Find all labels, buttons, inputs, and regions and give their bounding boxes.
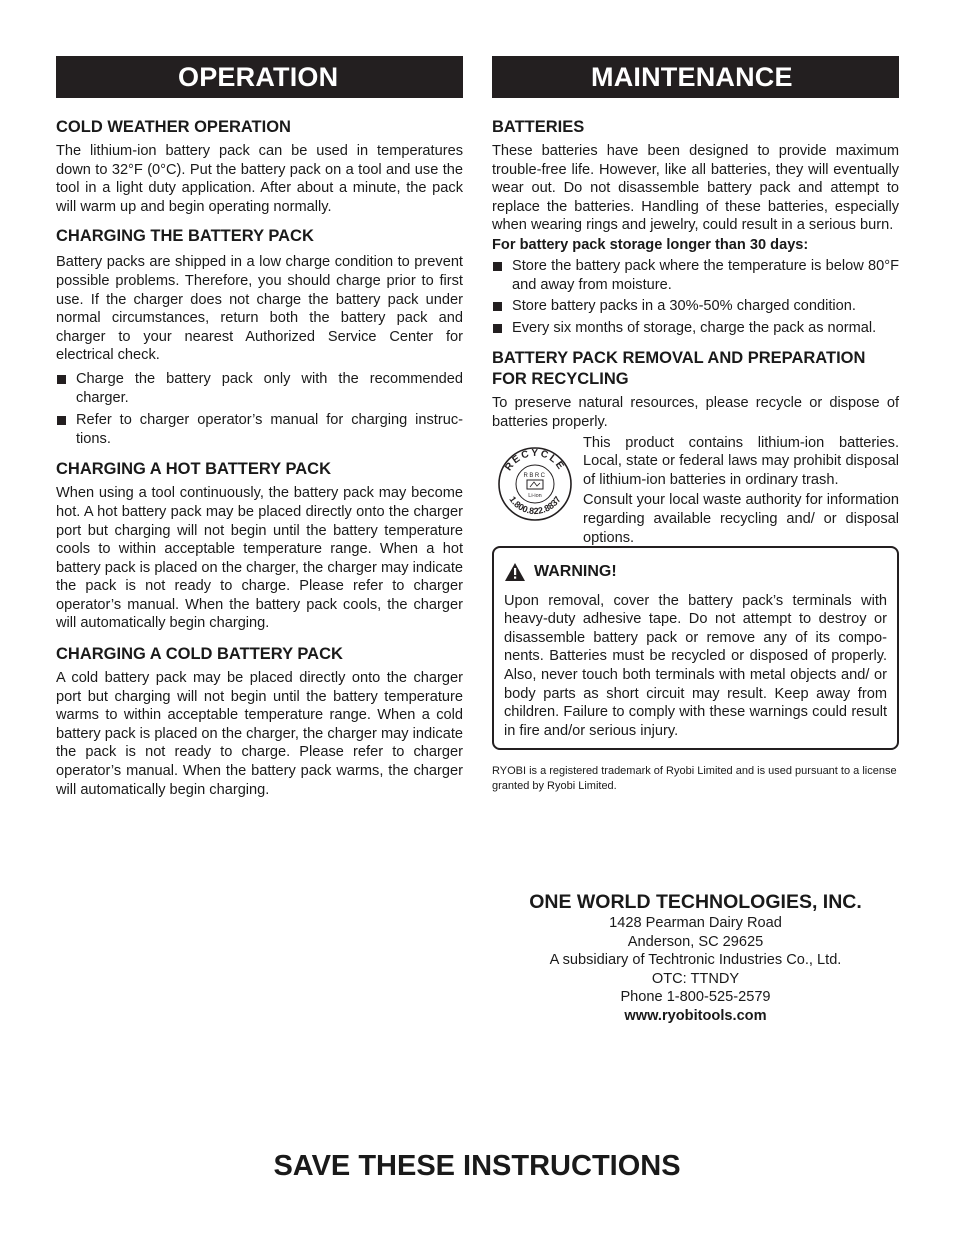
batteries-body: These batteries have been designed to provide maximum trouble-free life. However, like all batteries, they will eventually wear out. Do not disassemble battery pack and attempt to replace the batteries. Handling of these batteries, especially when wearing rings and jewelry, could result in a serious burn.: [492, 143, 899, 234]
storage-bullets: [492, 257, 899, 337]
hot-pack-body: When using a tool continuously, the battery pack may become hot. A hot battery pack may be placed directly onto the charger port but charging will not begin until the battery temperature cools to within acceptable temperature range. When a hot battery pack is placed on the charger, the charger may indicate the pack is not ready to charge. Please refer to charger operator’s manual. When the battery pack cools, the charger will automatically begin charging.: [56, 485, 463, 632]
rbrc-recycle-seal-icon: [497, 446, 573, 522]
list-item: Store the battery pack where the temperature is below 80°F and away from moisture.: [492, 257, 899, 294]
operation-column: [56, 56, 463, 799]
save-instructions-title: SAVE THESE INSTRUCTIONS: [273, 1150, 681, 1182]
warning-body: Upon removal, cover the battery pack’s terminals with heavy-duty adhesive tape. Do not attempt to destroy or disassemble battery pack or remove any of its compo-nents. Batteries must be recycled or disposed of properly. Also, never touch both terminals with metal objects and/ or body parts as short circuit may result. Keep away from children. Failure to comply with these warnings could result in fire and/or serious injury.: [504, 592, 887, 739]
hot-pack-heading: CHARGING A HOT BATTERY PACK: [56, 460, 331, 479]
bullet-square-icon: [493, 324, 502, 333]
seal-phone-text: 1.800.822.8837: [507, 494, 563, 516]
charging-pack-heading: CHARGING THE BATTERY PACK: [56, 227, 314, 246]
seal-top-text: RECYCLE: [503, 447, 567, 473]
cold-pack-heading: CHARGING A COLD BATTERY PACK: [56, 645, 343, 664]
company-address-2: Anderson, SC 29625: [627, 933, 764, 950]
list-item: Refer to charger operator’s manual for charging instruc-tions.: [56, 411, 463, 448]
cold-weather-body: The lithium-ion battery pack can be used in temperatures down to 32°F (0°C). Put the battery pack on a tool and use the tool in a light duty application. After about a minute, the pack will warm up and begin operating normally.: [56, 143, 463, 215]
company-name: ONE WORLD TECHNOLOGIES, INC.: [529, 891, 862, 913]
bullet-square-icon: [493, 262, 502, 271]
warning-title: WARNING!: [534, 562, 617, 580]
list-item: Store battery packs in a 30%-50% charged condition.: [492, 297, 899, 316]
recycling-heading: BATTERY PACK REMOVAL AND PREPARATION FOR RECYCLING: [492, 349, 866, 389]
maintenance-banner: MAINTENANCE: [492, 56, 899, 98]
recycling-intro: To preserve natural resources, please recycle or dispose of batteries properly.: [492, 395, 899, 430]
charging-pack-bullets: [56, 370, 463, 448]
cold-weather-heading: COLD WEATHER OPERATION: [56, 118, 291, 136]
seal-chem-text: Li-ion: [528, 492, 542, 499]
company-website-link[interactable]: www.ryobitools.com: [624, 1007, 767, 1024]
company-phone: Phone 1-800-525-2579: [620, 989, 771, 1006]
warning-triangle-icon: [504, 562, 526, 582]
svg-text:RECYCLE: [503, 447, 567, 472]
company-info: [492, 890, 899, 1026]
charging-pack-body: Battery packs are shipped in a low charge condition to prevent possible problems. Therefore, you should charge prior to first use. If the charger does not charge the battery pack under normal circumstances, return both the battery pack and charger to your nearest Authorized Service Center for electrical check.: [56, 254, 463, 364]
seal-org-text: RBRC: [523, 472, 547, 479]
bullet-square-icon: [493, 302, 502, 311]
batteries-heading: BATTERIES: [492, 118, 585, 136]
trademark-note: RYOBI is a registered trademark of Ryobi Limited and is used pursuant to a license granted by Ryobi Limited.: [492, 765, 897, 793]
list-item: Charge the battery pack only with the recommended charger.: [56, 370, 463, 407]
company-address-1: 1428 Pearman Dairy Road: [609, 915, 782, 931]
warning-header: [504, 562, 887, 582]
bullet-square-icon: [57, 375, 66, 384]
cold-pack-body: A cold battery pack may be placed directly onto the charger port but charging will not begin until the battery temperature warms to within acceptable temperature range. When a cold battery pack is placed on the charger, the charger may indicate the pack is not ready to charge. Please refer to charger operator’s manual. When the battery pack warms, the charger will automatically begin charging.: [56, 670, 463, 798]
bullet-square-icon: [57, 416, 66, 425]
recycle-text-2: Consult your local waste authority for information regarding available recycling and/ or disposal options.: [583, 492, 899, 546]
recycle-block: [492, 434, 899, 546]
company-subsidiary: A subsidiary of Techtronic Industries Co., Ltd.: [549, 952, 842, 969]
operation-banner: OPERATION: [56, 56, 463, 98]
company-otc: OTC: TTNDY: [651, 970, 740, 987]
recycle-text: [583, 434, 899, 548]
recycle-text-1: This product contains lithium-ion batteries. Local, state or federal laws may prohibit disposal of lithium-ion batteries in ordinary trash.: [583, 434, 899, 488]
maintenance-column: [492, 56, 899, 794]
list-item: Every six months of storage, charge the pack as normal.: [492, 319, 899, 338]
warning-box: [492, 546, 899, 751]
storage-heading: For battery pack storage longer than 30 days:: [492, 236, 809, 253]
